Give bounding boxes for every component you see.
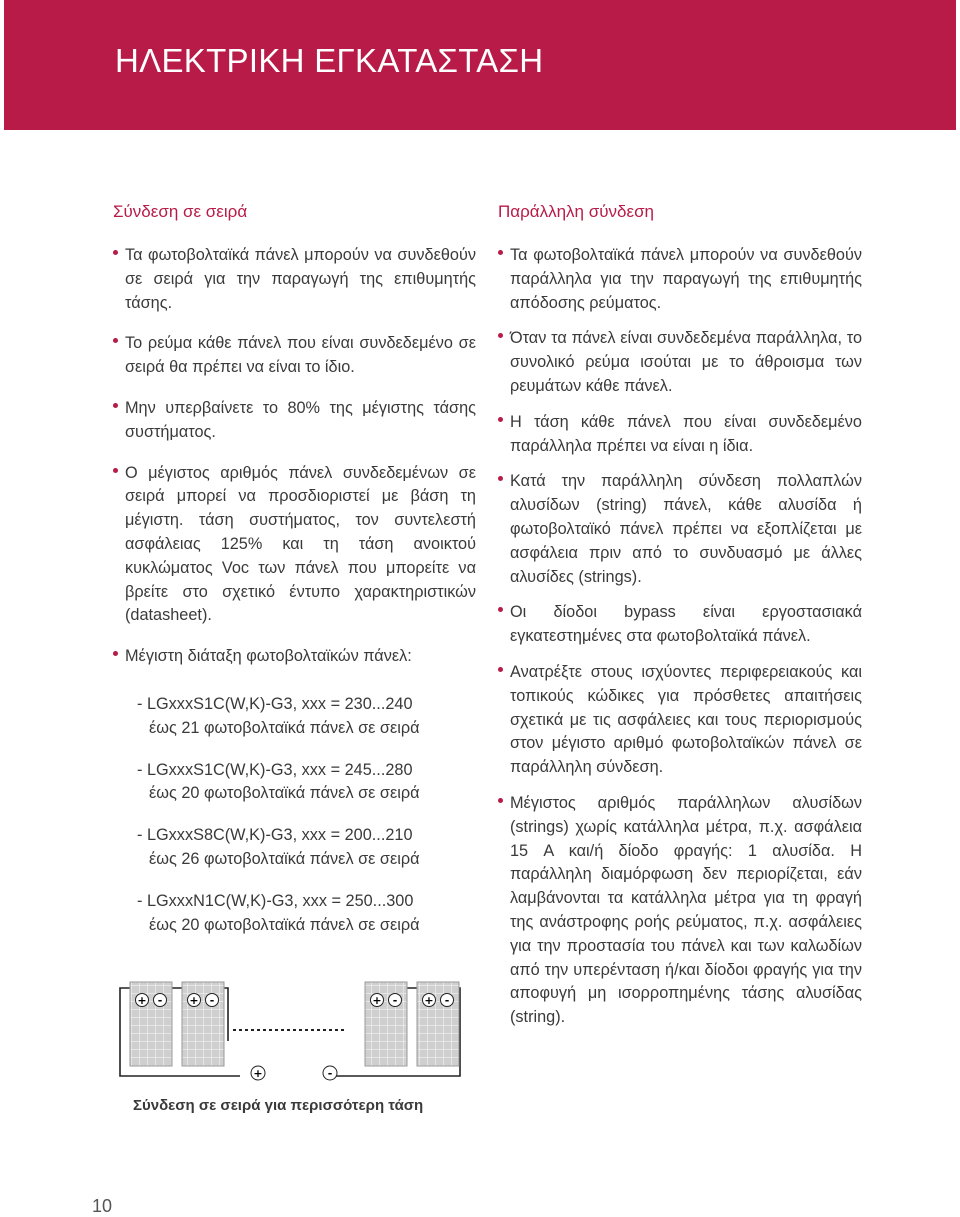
plus-sign: + <box>137 994 147 1007</box>
list-item: Ο μέγιστος αριθμός πάνελ συνδεδεμένων σε σειρά μπορεί να προσδιοριστεί με βάση τη μέγιστη. τάση συστήματος, τον συντελεστή ασφάλειας 125% και τη τάση ανοικτού κυκλώματος Voc των πάνελ που μπορείτε να βρείτε στο σχετικό έντυπο χαρακτηριστικών (datasheet). <box>113 462 476 629</box>
plus-sign: + <box>372 994 382 1007</box>
list-item: Μέγιστη διάταξη φωτοβολταϊκών πάνελ: <box>113 645 476 669</box>
list-item: Τα φωτοβολταϊκά πάνελ μπορούν να συνδεθούν παράλληλα για την παραγωγή της επιθυμητής απόδοσης ρεύματος. <box>498 244 862 315</box>
list-item: Ανατρέξτε στους ισχύοντες περιφερειακούς και τοπικούς κώδικες για πρόσθετες απαιτήσεις σχετικά με τις ασφάλειες και τους περιορισμούς στον μέγιστο αριθμό φωτοβολταϊκών πάνελ σε παράλληλη σύνδεση. <box>498 661 862 780</box>
header-banner <box>4 0 956 130</box>
list-item: Η τάση κάθε πάνελ που είναι συνδεδεμένο παράλληλα πρέπει να είναι η ίδια. <box>498 411 862 459</box>
model-line: - LGxxxN1C(W,K)-G3, xxx = 250...300 <box>137 891 414 910</box>
series-bullet-list <box>113 244 476 669</box>
plus-sign: + <box>424 994 434 1007</box>
series-title: Σύνδεση σε σειρά <box>113 202 248 221</box>
solar-panel <box>417 982 459 1066</box>
model-line: - LGxxxS1C(W,K)-G3, xxx = 230...240 <box>137 694 413 713</box>
list-item: Μην υπερβαίνετε το 80% της μέγιστης τάσης συστήματος. <box>113 397 476 445</box>
list-item: Κατά την παράλληλη σύνδεση πολλαπλών αλυσίδων (string) πάνελ, κάθε αλυσίδα ή φωτοβολταϊκό πάνελ πρέπει να εξοπλίζεται με ασφάλεια πριν από το συνδυασμό με άλλες αλυσίδες (strings). <box>498 470 862 589</box>
model-range: έως 20 φωτοβολταϊκά πάνελ σε σειρά <box>149 784 420 803</box>
series-wiring-diagram <box>100 978 480 1088</box>
model-list <box>113 693 476 937</box>
model-range: έως 21 φωτοβολταϊκά πάνελ σε σειρά <box>149 718 420 737</box>
solar-panel <box>365 982 407 1066</box>
model-range: έως 20 φωτοβολταϊκά πάνελ σε σειρά <box>149 915 420 934</box>
model-line: - LGxxxS1C(W,K)-G3, xxx = 245...280 <box>137 760 413 779</box>
model-line: - LGxxxS8C(W,K)-G3, xxx = 200...210 <box>137 826 413 845</box>
minus-sign: - <box>157 994 163 1007</box>
output-plus-sign: + <box>253 1067 263 1080</box>
list-item: Όταν τα πάνελ είναι συνδεδεμένα παράλληλα, το συνολικό ρεύμα ισούται με το άθροισμα των ρευμάτων κάθε πάνελ. <box>498 327 862 398</box>
page-title: ΗΛΕΚΤΡΙΚΗ ΕΓΚΑΤΑΣΤΑΣΗ <box>115 42 544 79</box>
model-range: έως 26 φωτοβολταϊκά πάνελ σε σειρά <box>149 849 420 868</box>
diagram-caption: Σύνδεση σε σειρά για περισσότερη τάση <box>133 1097 424 1114</box>
minus-sign: - <box>444 994 450 1007</box>
parallel-title: Παράλληλη σύνδεση <box>498 202 655 221</box>
list-item: Τα φωτοβολταϊκά πάνελ μπορούν να συνδεθούν σε σειρά για την παραγωγή της επιθυμητής τάσης. <box>113 244 476 315</box>
minus-sign: - <box>209 994 215 1007</box>
solar-panel <box>130 982 172 1066</box>
series-section <box>113 200 476 955</box>
parallel-section <box>498 200 862 1042</box>
model-item <box>137 890 476 938</box>
list-item: Οι δίοδοι bypass είναι εργοστασιακά εγκατεστημένες στα φωτοβολταϊκά πάνελ. <box>498 601 862 649</box>
plus-sign: + <box>189 994 199 1007</box>
page-number: 10 <box>92 1196 113 1216</box>
solar-panel <box>182 982 224 1066</box>
model-item <box>137 693 476 741</box>
list-item: Το ρεύμα κάθε πάνελ που είναι συνδεδεμένο σε σειρά θα πρέπει να είναι το ίδιο. <box>113 332 476 380</box>
model-item <box>137 824 476 872</box>
list-item: Μέγιστος αριθμός παράλληλων αλυσίδων (strings) χωρίς κατάλληλα μέτρα, π.χ. ασφάλεια 15 A και/ή δίοδο φραγής: 1 αλυσίδα. Η παράλληλη διαμόρφωση δεν περιορίζεται, εάν λαμβάνονται τα κατάλληλα μέτρα για τη φραγή της ανάστροφης ροής ρεύματος, π.χ. ασφάλειες για την προστασία του πάνελ και των καλωδίων από την υπερένταση ή/και δίοδοι φραγής για την αποφυγή μη ισορροπημένης τάσης αλυσίδας (string). <box>498 792 862 1030</box>
minus-sign: - <box>392 994 398 1007</box>
parallel-bullet-list <box>498 244 862 1030</box>
model-item <box>137 759 476 807</box>
output-minus-sign: - <box>327 1067 333 1080</box>
